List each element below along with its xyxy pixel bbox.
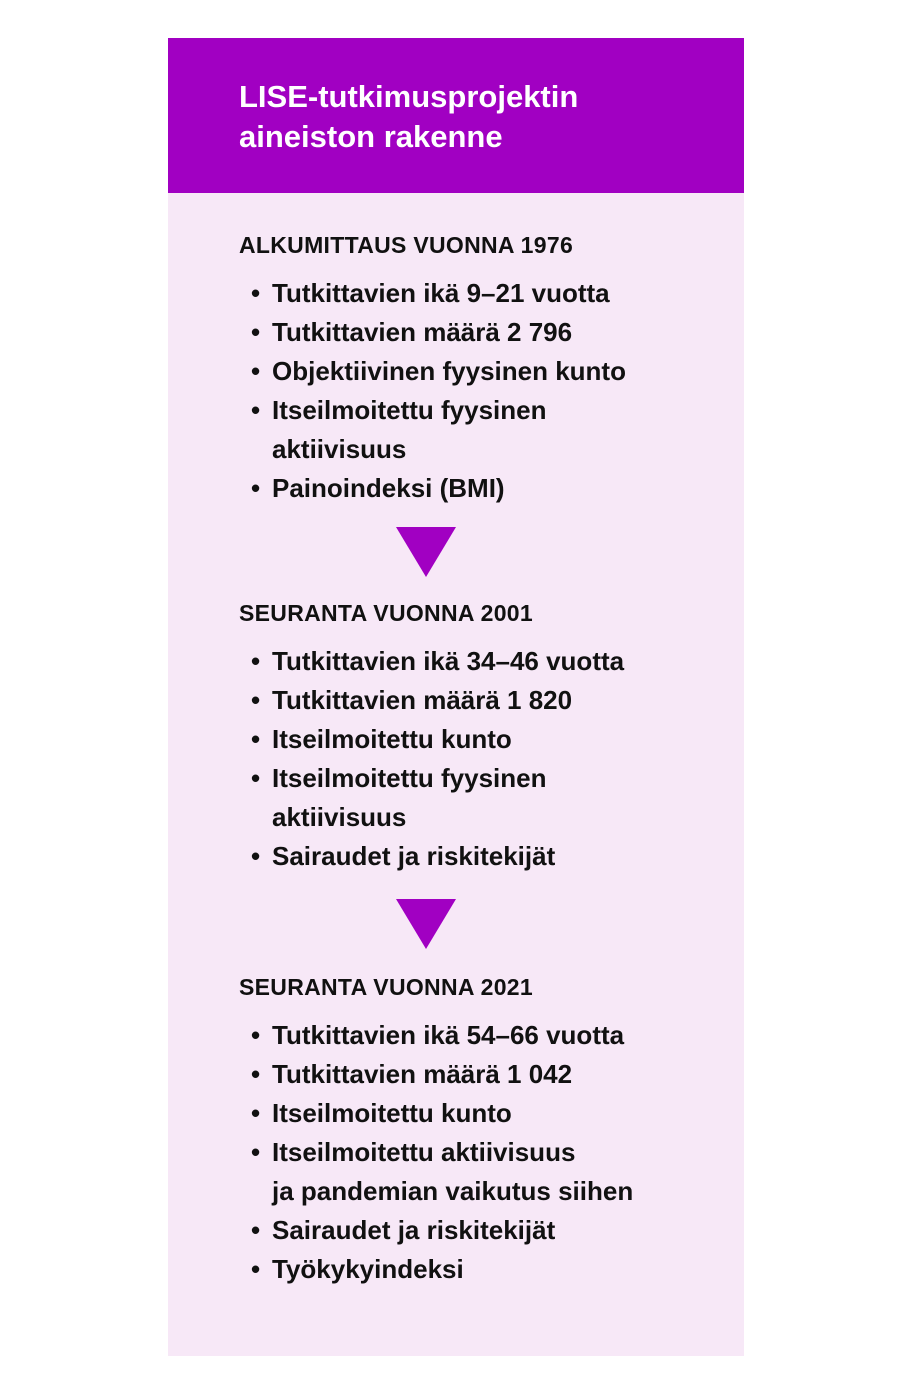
- list-item-text: Itseilmoitettu kunto: [272, 724, 512, 754]
- section-heading: ALKUMITTAUS VUONNA 1976: [239, 232, 574, 258]
- list-item: [239, 1016, 729, 1055]
- study-structure-card: [168, 38, 744, 1356]
- bullet-icon: •: [251, 1215, 261, 1245]
- bullet-icon: •: [251, 473, 261, 503]
- list-item: [239, 681, 729, 720]
- list-item: [239, 352, 729, 391]
- down-arrow-icon: [396, 527, 456, 577]
- item-list: [239, 642, 729, 876]
- list-item: [239, 1133, 729, 1211]
- bullet-icon: •: [251, 763, 261, 793]
- bullet-icon: •: [251, 646, 261, 676]
- list-item: [239, 469, 729, 508]
- bullet-icon: •: [251, 1098, 261, 1128]
- list-item-text-continued: ja pandemian vaikutus siihen: [272, 1176, 634, 1206]
- list-item-text: Itseilmoitettu fyysinen: [272, 395, 547, 425]
- list-item: [239, 391, 729, 469]
- list-item-text: Tutkittavien määrä 1 820: [272, 685, 573, 715]
- bullet-icon: •: [251, 685, 261, 715]
- item-list: [239, 274, 729, 508]
- list-item: [239, 1211, 729, 1250]
- section-heading: SEURANTA VUONNA 2021: [239, 974, 533, 1000]
- section-heading: SEURANTA VUONNA 2001: [239, 600, 533, 626]
- bullet-icon: •: [251, 356, 261, 386]
- list-item-text: Painoindeksi (BMI): [272, 473, 505, 503]
- list-item-text: Sairaudet ja riskitekijät: [272, 841, 556, 871]
- card-title: [239, 77, 719, 157]
- card-title-line-2: aineiston rakenne: [239, 119, 503, 154]
- list-item: [239, 313, 729, 352]
- bullet-icon: •: [251, 1137, 261, 1167]
- list-item-text: Sairaudet ja riskitekijät: [272, 1215, 556, 1245]
- bullet-icon: •: [251, 1254, 261, 1284]
- card-title-line-1: LISE-tutkimusprojektin: [239, 79, 579, 114]
- list-item-text: Itseilmoitettu kunto: [272, 1098, 512, 1128]
- bullet-icon: •: [251, 841, 261, 871]
- section-baseline-1976: [239, 230, 729, 508]
- list-item: [239, 759, 729, 837]
- bullet-icon: •: [251, 724, 261, 754]
- list-item-text: Itseilmoitettu aktiivisuus: [272, 1137, 576, 1167]
- bullet-icon: •: [251, 317, 261, 347]
- list-item: [239, 837, 729, 876]
- bullet-icon: •: [251, 278, 261, 308]
- list-item-text: Tutkittavien ikä 34–46 vuotta: [272, 646, 625, 676]
- section-followup-2001: [239, 598, 729, 876]
- list-item: [239, 1094, 729, 1133]
- down-arrow-icon: [396, 899, 456, 949]
- list-item-text-continued: aktiivisuus: [272, 802, 407, 832]
- card-header: [168, 38, 744, 193]
- list-item-text-continued: aktiivisuus: [272, 434, 407, 464]
- list-item-text: Itseilmoitettu fyysinen: [272, 763, 547, 793]
- bullet-icon: •: [251, 1020, 261, 1050]
- section-followup-2021: [239, 972, 729, 1289]
- list-item-text: Objektiivinen fyysinen kunto: [272, 356, 626, 386]
- item-list: [239, 1016, 729, 1289]
- list-item-text: Tutkittavien ikä 9–21 vuotta: [272, 278, 610, 308]
- list-item: [239, 1055, 729, 1094]
- list-item-text: Tutkittavien määrä 1 042: [272, 1059, 573, 1089]
- list-item: [239, 1250, 729, 1289]
- list-item: [239, 642, 729, 681]
- list-item: [239, 274, 729, 313]
- list-item: [239, 720, 729, 759]
- list-item-text: Työkykyindeksi: [272, 1254, 464, 1284]
- list-item-text: Tutkittavien määrä 2 796: [272, 317, 573, 347]
- bullet-icon: •: [251, 395, 261, 425]
- bullet-icon: •: [251, 1059, 261, 1089]
- list-item-text: Tutkittavien ikä 54–66 vuotta: [272, 1020, 625, 1050]
